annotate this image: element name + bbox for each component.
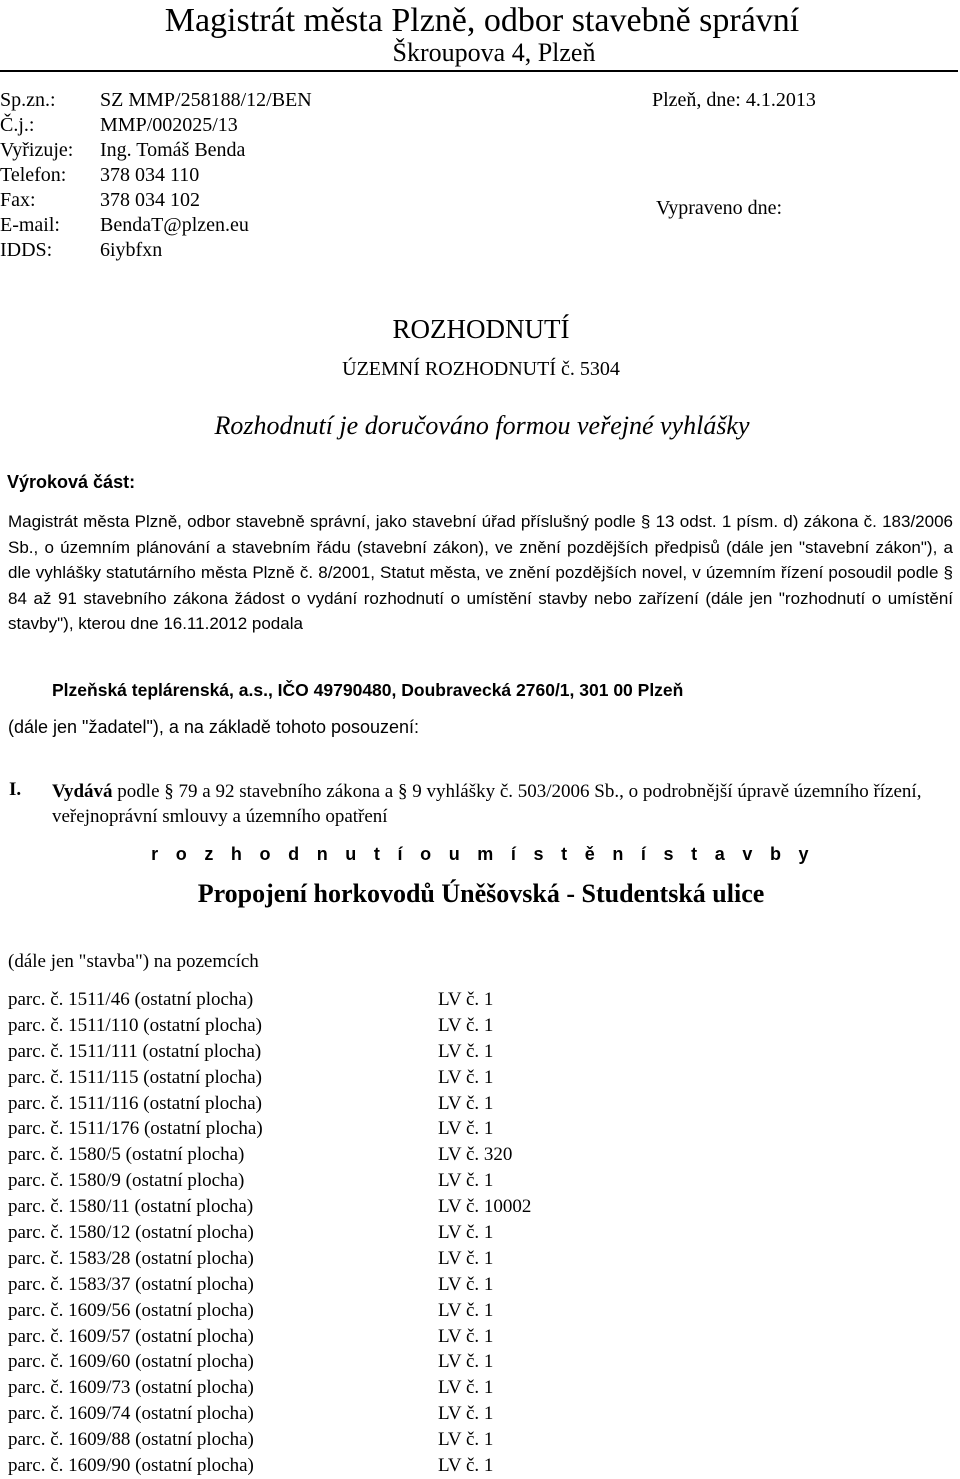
operative-part-heading: Výroková část: [7,472,136,492]
decision-number: ÚZEMNÍ ROZHODNUTÍ č. 5304 [342,358,620,380]
delivery-note: Rozhodnutí je doručováno formou veřejné vyhlášky [214,411,750,440]
parcel-lv: LV č. 10002 [438,1196,532,1218]
parcel-number: parc. č. 1580/11 (ostatní plocha) [8,1196,254,1218]
parcel-number: parc. č. 1609/88 (ostatní plocha) [8,1429,254,1451]
info-row [0,113,312,138]
parcel-lv: LV č. 1 [438,1325,494,1347]
parcel-lv: LV č. 1 [438,1247,494,1269]
info-label: IDDS: [0,239,53,261]
info-row [0,138,312,163]
section-number: I. [9,779,22,800]
parcel-number: parc. č. 1511/111 (ostatní plocha) [8,1040,262,1062]
info-label: Telefon: [0,164,67,186]
parcel-number: parc. č. 1511/176 (ostatní plocha) [8,1118,263,1140]
spaced-heading: r o z h o d n u t í o u m í s t ě n í s t a v b y [151,844,815,864]
parcel-number: parc. č. 1580/5 (ostatní plocha) [8,1144,245,1166]
parcel-number: parc. č. 1609/57 (ostatní plocha) [8,1325,254,1347]
parcels-intro: (dále jen "stavba") na pozemcích [8,951,259,972]
parcel-number: parc. č. 1609/90 (ostatní plocha) [8,1455,254,1477]
issue-date: Plzeň, dne: 4.1.2013 [652,89,816,111]
info-label: Vyřizuje: [0,139,74,161]
office-title: Magistrát města Plzně, odbor stavebně správní [164,2,800,39]
parcel-number: parc. č. 1511/116 (ostatní plocha) [8,1092,262,1114]
decision-paragraph: Magistrát města Plzně, odbor stavebně správní, jako stavební úřad příslušný podle § 13 odst. 1 písm. d) zákona č. 183/2006 Sb., o územním plánování a stavebním řádu (stavební zákon), ve znění pozdějších předpisů (dále jen "stavební zákon"), a dle vyhlášky statutárního města Plzně č. 8/2001, Statut města, ve znění pozdějších novel, v územním řízení posoudil podle § 84 až 91 stavebního zákona žádost o vydání rozhodnutí o umístění stavby nebo zařízení (dále jen "rozhodnutí o umístění stavby"), kterou dne 16.11.2012 podala [8,512,953,633]
parcel-number: parc. č. 1609/60 (ostatní plocha) [8,1351,254,1373]
info-value: 378 034 110 [100,164,200,186]
parcel-number: parc. č. 1609/56 (ostatní plocha) [8,1299,254,1321]
office-address: Škroupova 4, Plzeň [392,38,596,67]
section-body: podle § 79 a 92 stavebního zákona a § 9 vyhlášky č. 503/2006 Sb., o podrobnější úpravě územního řízení, veřejnoprávní smlouvy a územního opatření [52,781,922,827]
parcel-lv: LV č. 1 [438,989,494,1010]
info-value: MMP/002025/13 [100,114,238,136]
info-row [0,188,312,213]
dispatch-date-label: Vypraveno dne: [656,197,783,219]
parcel-number: parc. č. 1511/46 (ostatní plocha) [8,989,254,1010]
info-row [0,238,312,263]
parcel-number: parc. č. 1511/115 (ostatní plocha) [8,1066,262,1088]
parcel-lv: LV č. 1 [438,1403,494,1425]
parcel-lv: LV č. 1 [438,1455,494,1477]
parcel-lv: LV č. 1 [438,1377,494,1399]
info-value: BendaT@plzen.eu [100,214,249,236]
section-text [52,779,952,829]
parcel-lv: LV č. 1 [438,1299,494,1321]
parcel-lv: LV č. 1 [438,1092,494,1114]
parcel-lv: LV č. 1 [438,1273,494,1295]
parcel-lv: LV č. 1 [438,1118,494,1140]
parcel-lv: LV č. 1 [438,1170,494,1192]
section-verb: Vydává [52,781,113,802]
parcel-lv: LV č. 1 [438,1351,494,1373]
parcel-number: parc. č. 1583/37 (ostatní plocha) [8,1273,254,1295]
info-value: 378 034 102 [100,189,200,211]
header-divider [0,70,958,72]
parcel-number: parc. č. 1609/73 (ostatní plocha) [8,1377,254,1399]
parcel-number: parc. č. 1609/74 (ostatní plocha) [8,1403,254,1425]
applicant-note: (dále jen "žadatel"), a na základě tohoto posouzení: [8,717,420,737]
parcel-lv: LV č. 1 [438,1040,494,1062]
construction-title: Propojení horkovodů Úněšovská - Studentská ulice [197,879,765,908]
info-row [0,163,312,188]
parcel-number: parc. č. 1580/9 (ostatní plocha) [8,1170,245,1192]
parcel-lv: LV č. 1 [438,1014,494,1036]
parcel-lv: LV č. 320 [438,1144,513,1166]
info-row [0,213,312,238]
info-label: E-mail: [0,214,60,236]
info-row [0,88,312,113]
parcel-lv: LV č. 1 [438,1066,494,1088]
parcel-number: parc. č. 1583/28 (ostatní plocha) [8,1247,254,1269]
parcel-lv: LV č. 1 [438,1429,494,1451]
info-value: SZ MMP/258188/12/BEN [100,89,312,111]
parcel-lv: LV č. 1 [438,1222,494,1244]
info-label: Č.j.: [0,114,35,136]
parcel-number: parc. č. 1511/110 (ostatní plocha) [8,1014,262,1036]
info-value: 6iybfxn [100,239,163,261]
reference-info [0,88,312,263]
info-label: Fax: [0,189,36,211]
info-label: Sp.zn.: [0,89,56,111]
info-value: Ing. Tomáš Benda [100,139,246,161]
parcel-number: parc. č. 1580/12 (ostatní plocha) [8,1222,254,1244]
decision-title: ROZHODNUTÍ [392,314,570,344]
applicant: Plzeňská teplárenská, a.s., IČO 49790480, Doubravecká 2760/1, 301 00 Plzeň [52,680,684,700]
